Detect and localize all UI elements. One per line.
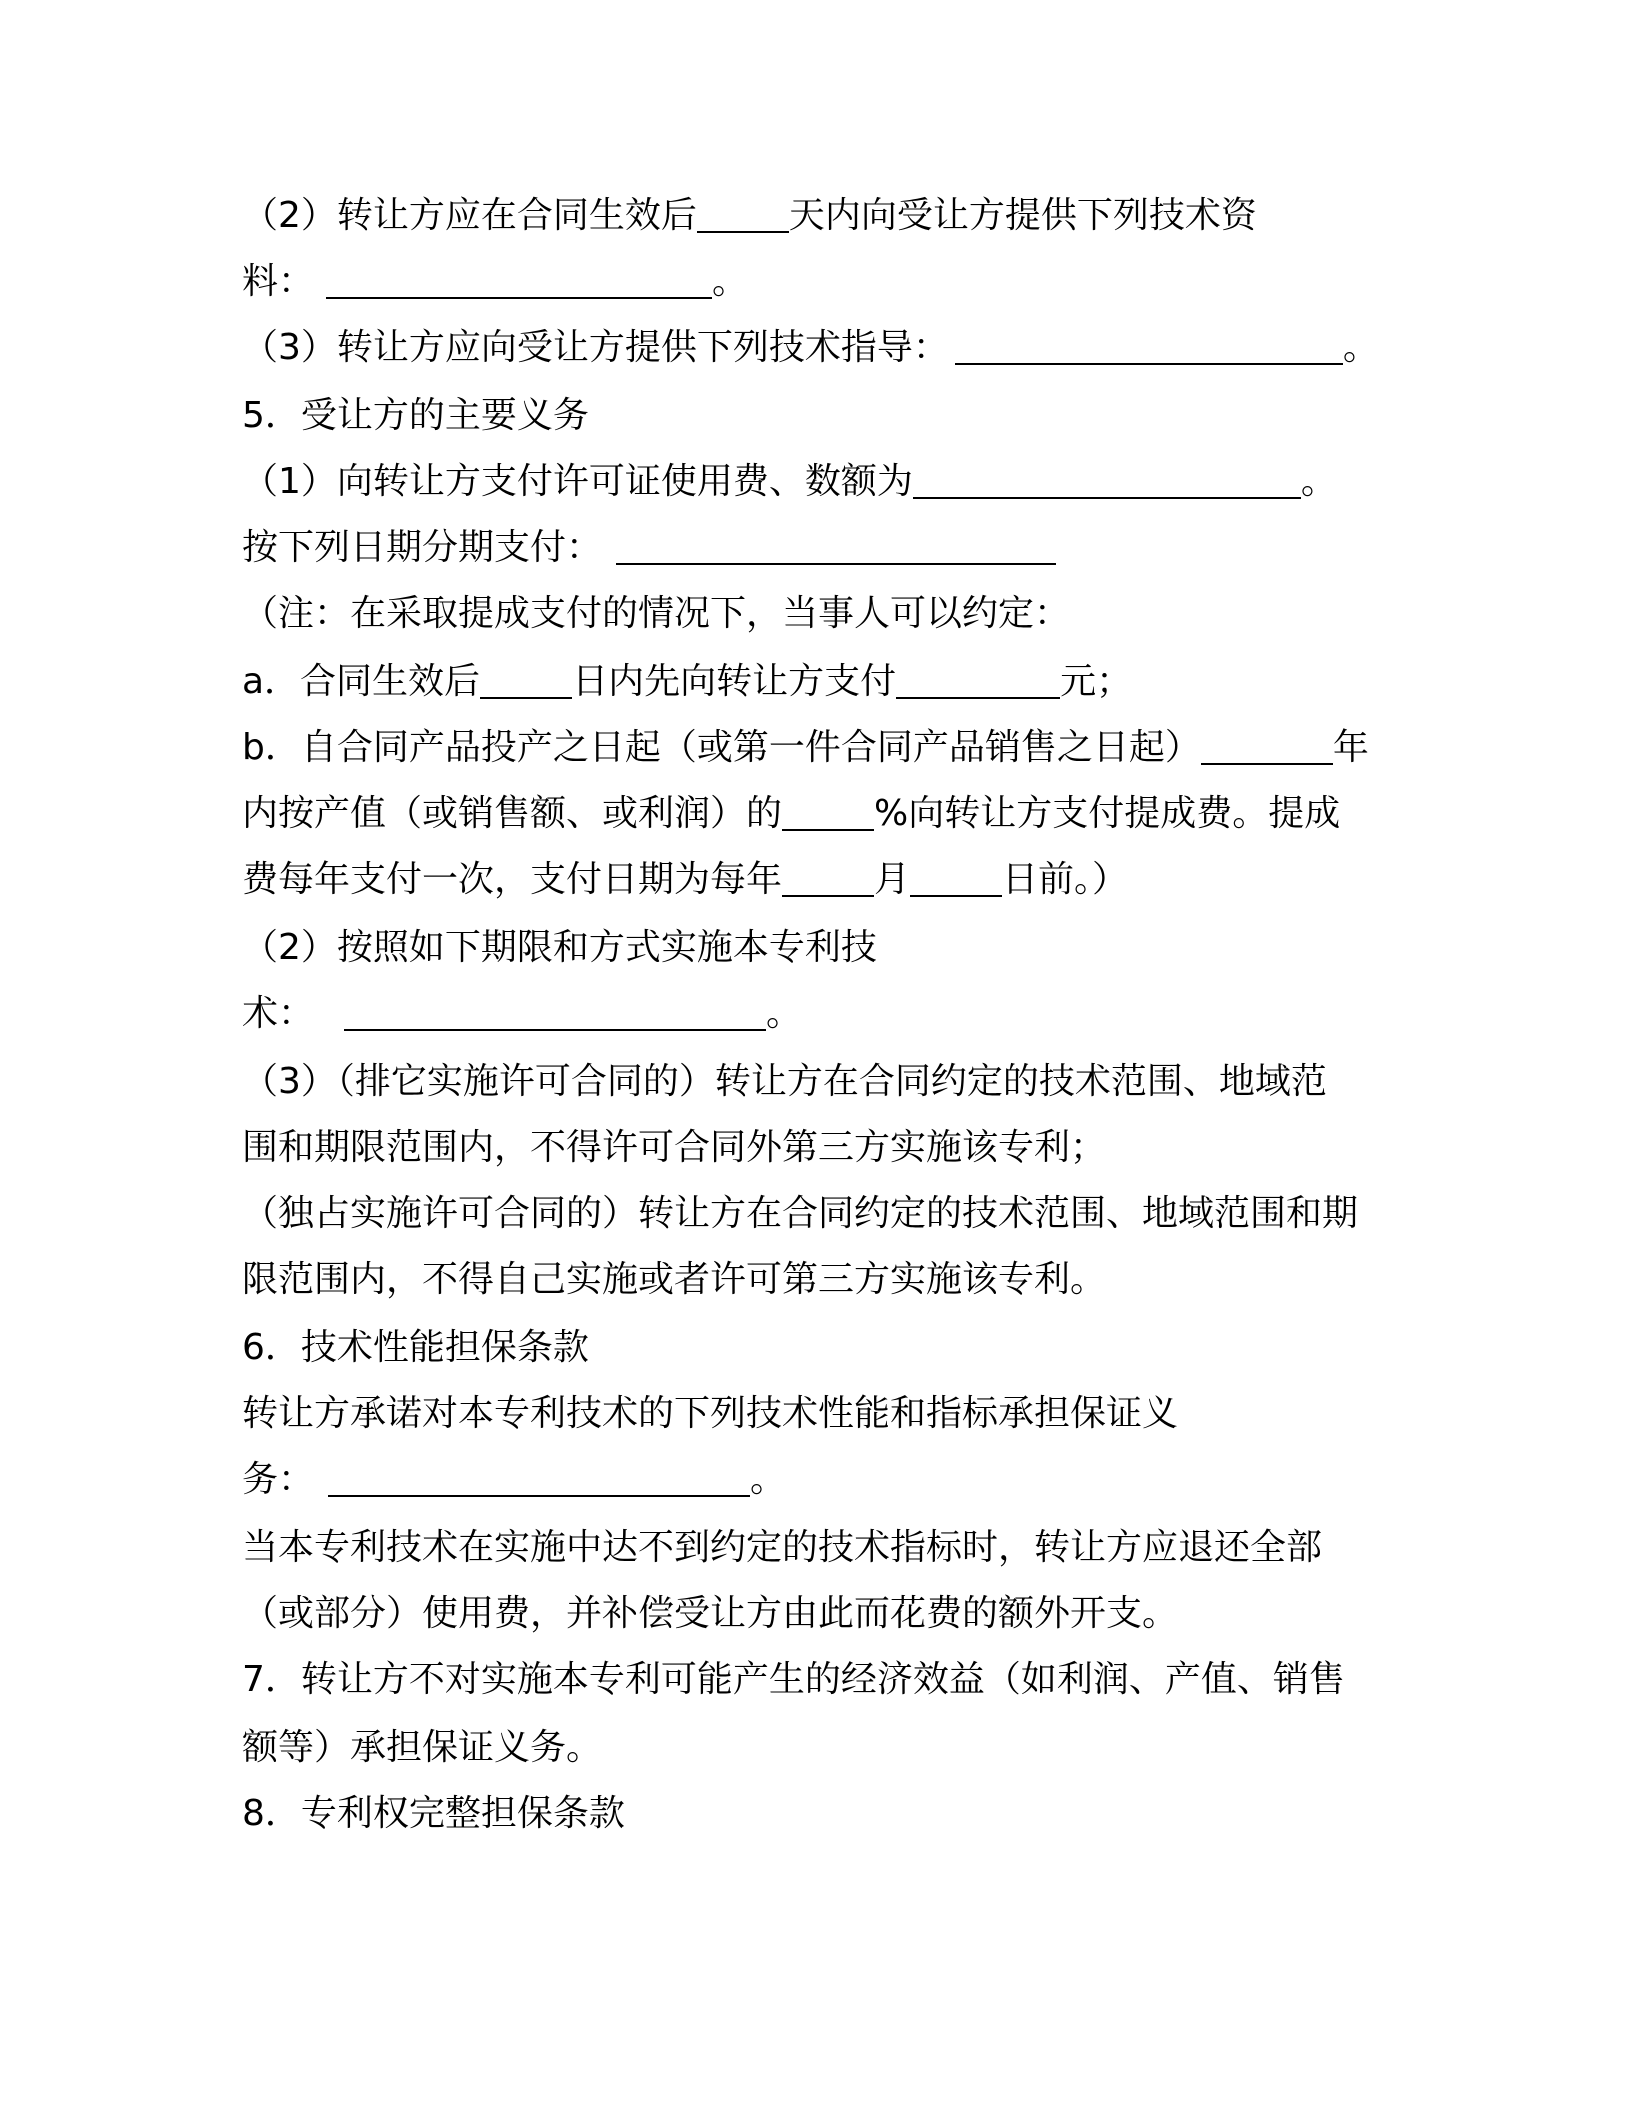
- note-item-b-line-3: [242, 854, 1128, 906]
- text-segment: 按下列日期分期支付：: [242, 527, 603, 568]
- clause-6-line-4: [242, 1588, 1178, 1640]
- fill-in-blank-license-fee[interactable]: [913, 457, 1301, 499]
- text-segment: （3）（排它实施许可合同的）转让方在合同约定的技术范围、地域范: [242, 1061, 1327, 1102]
- text-segment: 7．转让方不对实施本专利可能产生的经济效益（如利润、产值、销售: [242, 1659, 1345, 1700]
- fill-in-blank-day[interactable]: [910, 855, 1002, 897]
- text-segment: 转让方承诺对本专利技术的下列技术性能和指标承担保证义: [242, 1393, 1179, 1434]
- fill-in-blank-technical-materials[interactable]: [326, 257, 712, 299]
- clause-4-2-line-2: [242, 256, 748, 308]
- clause-5-3-line-3: [242, 1188, 1358, 1240]
- clause-4-3: [242, 322, 1379, 374]
- clause-5-2-line-2: [242, 988, 802, 1040]
- clause-5-1: [242, 456, 1337, 508]
- note-item-b-line-2: [242, 788, 1340, 840]
- text-segment: %向转让方支付提成费。提成: [874, 793, 1341, 834]
- clause-5-3-line-1: [242, 1056, 1327, 1108]
- fill-in-blank-month[interactable]: [782, 855, 874, 897]
- clause-6-line-3: [242, 1522, 1322, 1574]
- text-segment: 。: [766, 993, 803, 1034]
- section-5-heading: [242, 390, 589, 442]
- text-segment: 务：: [242, 1459, 315, 1500]
- fill-in-blank-installment-dates[interactable]: [616, 523, 1056, 565]
- section-6-heading: [242, 1322, 589, 1374]
- note-item-a: [242, 656, 1132, 708]
- text-segment: 年: [1332, 727, 1369, 768]
- text-segment: 术：: [242, 993, 315, 1034]
- text-segment: 当本专利技术在实施中达不到约定的技术指标时，转让方应退还全部: [242, 1527, 1323, 1568]
- fill-in-blank-technical-guidance[interactable]: [955, 323, 1343, 365]
- text-segment: （独占实施许可合同的）转让方在合同约定的技术范围、地域范围和期: [242, 1193, 1359, 1234]
- text-segment: 内按产值（或销售额、或利润）的: [242, 793, 783, 834]
- clause-6-line-2: [242, 1454, 786, 1506]
- section-7-line-2: [242, 1722, 602, 1774]
- fill-in-blank-percentage[interactable]: [782, 789, 874, 831]
- text-segment: 围和期限范围内，不得许可合同外第三方实施该专利；: [242, 1127, 1107, 1168]
- text-segment: 月: [874, 859, 911, 900]
- clause-5-3-line-4: [242, 1254, 1106, 1306]
- text-segment: b．自合同产品投产之日起（或第一件合同产品销售之日起）: [242, 727, 1201, 768]
- fill-in-blank-days[interactable]: [697, 191, 789, 233]
- fill-in-blank-performance-indicators[interactable]: [328, 1455, 750, 1497]
- text-segment: 。: [1300, 461, 1337, 502]
- text-segment: （2）转让方应在合同生效后: [242, 195, 697, 236]
- text-segment: 日内先向转让方支付: [572, 661, 897, 702]
- clause-4-2-line-1: [242, 190, 1257, 242]
- text-segment: （注：在采取提成支付的情况下，当事人可以约定：: [242, 593, 1071, 634]
- text-segment: 额等）承担保证义务。: [242, 1727, 603, 1768]
- text-segment: 日前。）: [1002, 859, 1129, 900]
- text-segment: （2）按照如下期限和方式实施本专利技: [242, 927, 877, 968]
- text-segment: 料：: [242, 261, 315, 302]
- section-7-line-1: [242, 1654, 1345, 1706]
- text-segment: （或部分）使用费，并补偿受让方由此而花费的额外开支。: [242, 1593, 1179, 1634]
- clause-6-line-1: [242, 1388, 1178, 1440]
- section-8-heading: [242, 1788, 625, 1840]
- text-segment: 5．受让方的主要义务: [242, 395, 589, 436]
- installment-line: [242, 522, 1056, 574]
- clause-5-3-line-2: [242, 1122, 1106, 1174]
- note-line: [242, 588, 1070, 640]
- fill-in-blank-days-after-effect[interactable]: [480, 657, 572, 699]
- text-segment: （3）转让方应向受让方提供下列技术指导：: [242, 327, 949, 368]
- note-item-b-line-1: [242, 722, 1369, 774]
- text-segment: 。: [712, 261, 749, 302]
- text-segment: 。: [750, 1459, 787, 1500]
- fill-in-blank-implementation-method[interactable]: [344, 989, 766, 1031]
- fill-in-blank-years[interactable]: [1201, 723, 1333, 765]
- text-segment: 天内向受让方提供下列技术资: [788, 195, 1257, 236]
- clause-5-2-line-1: [242, 922, 877, 974]
- text-segment: 8．专利权完整担保条款: [242, 1793, 625, 1834]
- text-segment: 费每年支付一次，支付日期为每年: [242, 859, 783, 900]
- text-segment: a．合同生效后: [242, 661, 481, 702]
- text-segment: 元；: [1060, 661, 1133, 702]
- text-segment: （1）向转让方支付许可证使用费、数额为: [242, 461, 913, 502]
- text-segment: 。: [1342, 327, 1379, 368]
- fill-in-blank-amount[interactable]: [896, 657, 1060, 699]
- text-segment: 限范围内，不得自己实施或者许可第三方实施该专利。: [242, 1259, 1107, 1300]
- text-segment: 6．技术性能担保条款: [242, 1327, 589, 1368]
